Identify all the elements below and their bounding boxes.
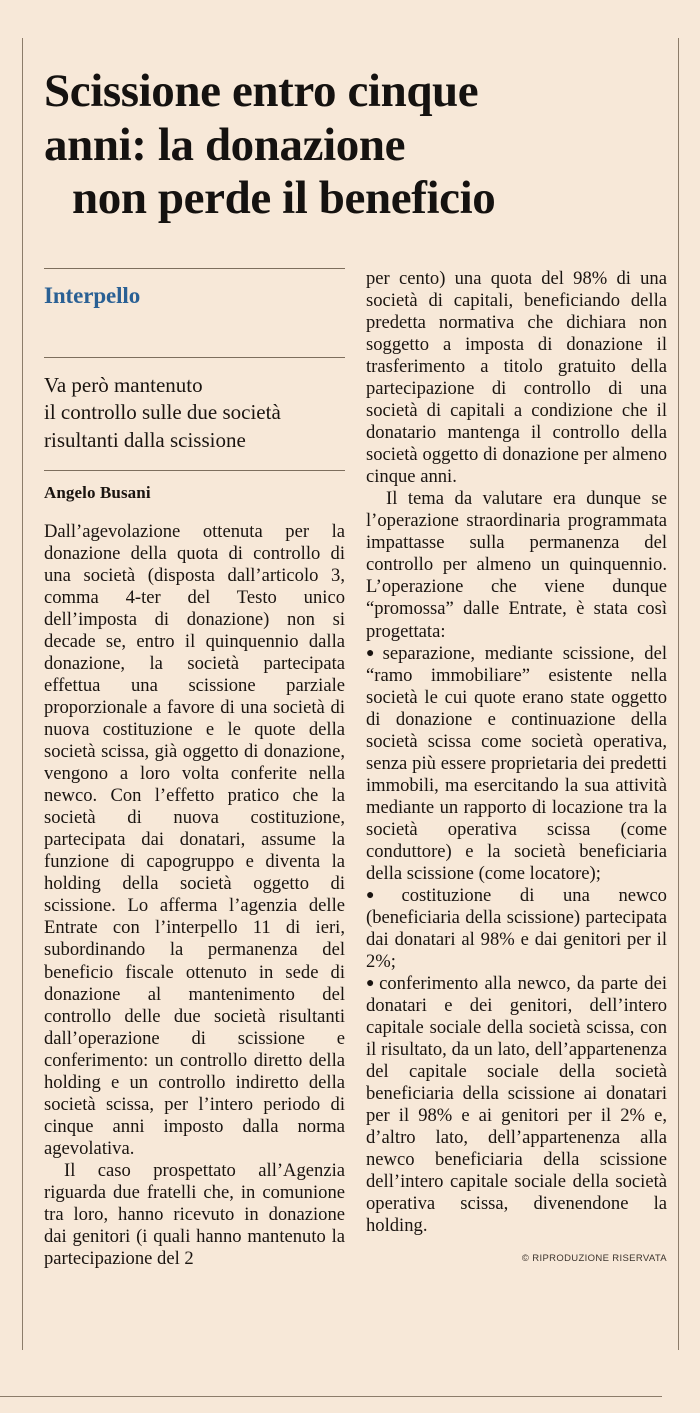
kicker-spacer [44,309,345,357]
headline-line-3: non perde il beneficio [72,171,496,224]
bullet-dot-icon: ● [366,887,399,903]
copyright-notice: © RIPRODUZIONE RISERVATA [521,1253,667,1265]
paragraph: Il caso prospettato all’Agenzia riguarda due fratelli che, in comunione tra loro, hanno ricevuto in donazione dai genitori (i quali hanno mantenuto la partecipazione del 2 [44,1159,345,1269]
bullet-text: costituzione di una newco (beneficiaria della scissione) partecipata dai donatari al 98% e dai genitori per il 2%; [366,884,667,972]
bullet-paragraph [366,973,667,1237]
byline-top-rule [44,470,345,471]
article-headline [44,65,644,224]
standfirst-top-rule [44,357,345,358]
paragraph: Il tema da valutare era dunque se l’operazione straordinaria programmata impattasse sulla permanenza del controllo per almeno un quinquennio. L’operazione che viene dunque “promossa” dalle Entrate, è stata così progettata: [366,488,667,642]
headline-line-1: Scissione entro cinque [44,65,479,118]
headline-line-2: anni: la donazione [44,118,406,171]
paragraph: Dall’agevolazione ottenuta per la donazione della quota di controllo di una società (disposta dall’articolo 3, comma 4-ter del Testo unico dell’imposta di donazione) non si decade se, entro il quinquennio dalla donazione, la società partecipata effettua una scissione parziale proporzionale a favore di una società di nuova costituzione e le quote della società scissa, già oggetto di donazione, vengono a loro volta conferite nella newco. Con l’effetto pratico che la società di nuova costituzione, partecipata dai donatari, assume la funzione di capogruppo e diventa la holding della società oggetto di scissione. Lo afferma l’agenzia delle Entrate con l’interpello 11 di ieri, subordinando la permanenza del beneficio fiscale ottenuto in sede di donazione al mantenimento del controllo delle due società risultanti dall’operazione di scissione e conferimento: un controllo diretto della holding e un controllo indiretto della società scissa, per l’intero periodo di cinque anni imposto dalla norma agevolativa. [44,520,345,1159]
standfirst-line-3: risultanti dalla scissione [44,427,246,452]
article-byline: Angelo Busani [44,482,151,502]
column-left [44,268,345,1270]
left-vertical-rule [22,38,23,1350]
column-right [366,268,667,1265]
bullet-dot-icon: ● [366,645,380,661]
right-vertical-rule [678,38,679,1350]
article-standfirst [44,372,345,454]
bullet-paragraph [366,885,667,973]
bullet-paragraph [366,643,667,885]
standfirst-line-2: il controllo sulle due società [44,400,281,425]
body-text-left [44,521,345,1270]
article-kicker: Interpello [44,283,141,308]
bullet-text: separazione, mediante scissione, del “ramo immobiliare” esistente nella società le cui quote erano state oggetto di donazione e continuazione della società scissa come società operativa, senza più essere proprietaria dei predetti immobili, ma esercitando la sua attività mediante un rapporto di locazione tra la società operativa scissa (come conduttore) e la società beneficiaria della scissione (come locatore); [366,642,667,884]
bullet-text: conferimento alla newco, da parte dei donatari e dei genitori, dell’intero capitale sociale della società scissa, con il risultato, da un lato, dell’appartenenza del capitale sociale della società beneficiaria della scissione ai donatari per il 98% e ai genitori per il 2% e, d’altro lato, dell’appartenenza alla newco beneficiaria della scissione dell’intero capitale sociale della società operativa scissa, divenendone la holding. [366,973,667,1237]
bottom-horizontal-rule [0,1396,662,1397]
bullet-dot-icon: ● [366,976,377,991]
body-text-right [366,268,667,1265]
standfirst-line-1: Va però mantenuto [44,373,203,397]
kicker-top-rule [44,268,345,269]
paragraph: per cento) una quota del 98% di una società di capitali, beneficiando della predetta normativa che dichiara non soggetto a imposta di donazione il trasferimento a titolo gratuito della partecipazione di controllo di una società di capitali a condizione che il donatario mantenga il controllo della società oggetto di donazione per almeno cinque anni. [366,268,667,488]
